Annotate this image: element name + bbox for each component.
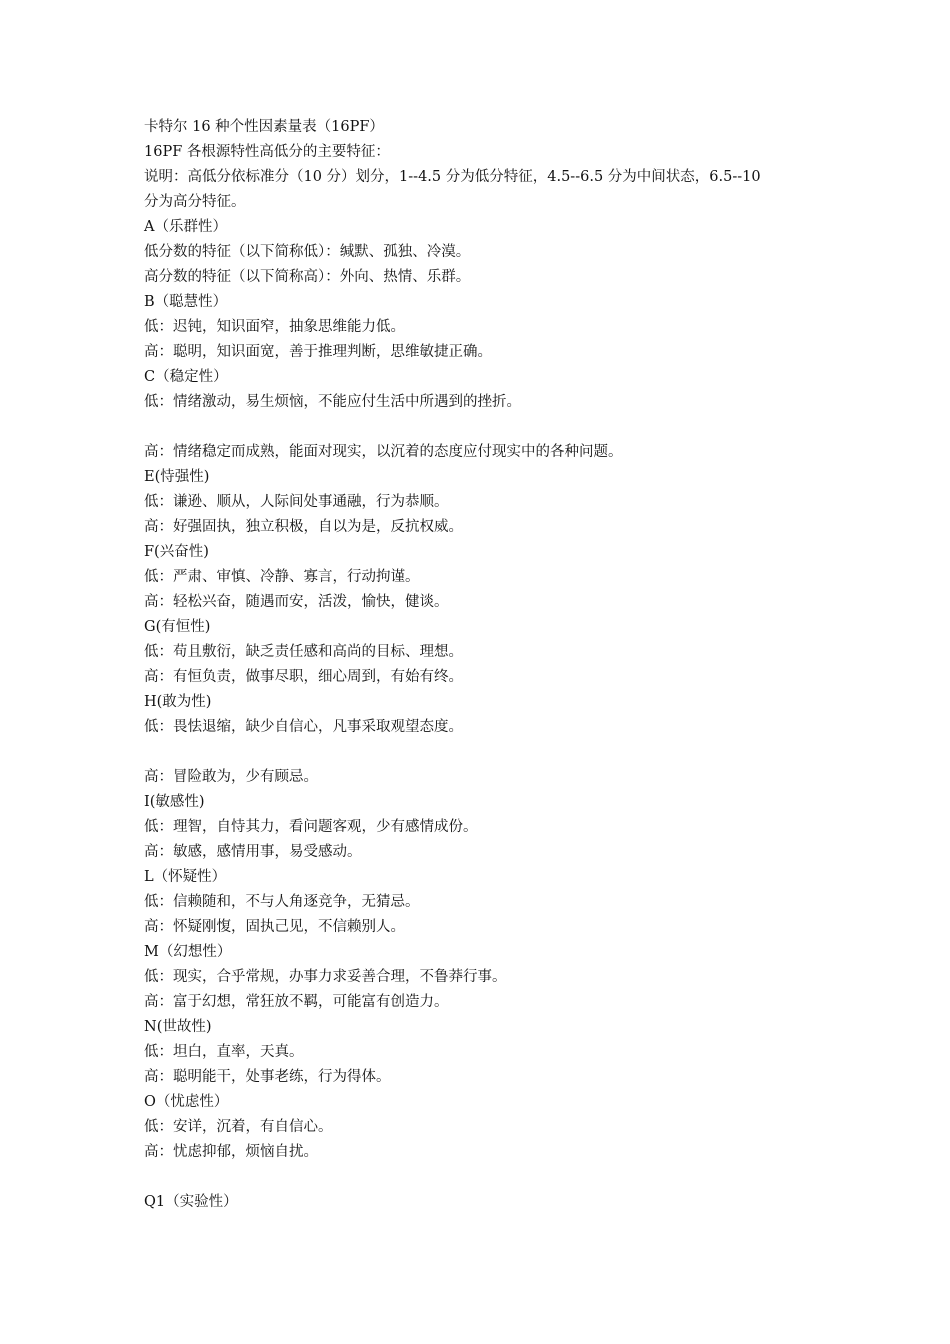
factor-low-n: 低：坦白，直率，天真。	[144, 1044, 304, 1060]
factor-heading-g: G(有恒性)	[144, 619, 211, 635]
factor-high-m: 高：富于幻想，常狂放不羁，可能富有创造力。	[144, 994, 449, 1010]
factor-high-f: 高：轻松兴奋，随遇而安，活泼，愉快，健谈。	[144, 594, 449, 610]
factor-heading-h: H(敢为性)	[144, 694, 212, 710]
blank-line	[144, 415, 814, 440]
note-line: 分为高分特征。	[144, 194, 246, 210]
factor-high-o: 高：忧虑抑郁，烦恼自扰。	[144, 1144, 318, 1160]
factor-heading-c: C（稳定性）	[144, 369, 228, 385]
factor-high-h: 高：冒险敢为，少有顾忌。	[144, 769, 318, 785]
factor-low-a: 低分数的特征（以下简称低）：缄默、孤独、冷漠。	[144, 244, 471, 260]
factor-high-b: 高：聪明，知识面宽，善于推理判断，思维敏捷正确。	[144, 344, 492, 360]
factor-heading-l: L（怀疑性）	[144, 869, 227, 885]
factor-low-b: 低：迟钝，知识面窄，抽象思维能力低。	[144, 319, 405, 335]
factor-heading-i: I(敏感性)	[144, 794, 205, 810]
factor-low-i: 低：理智，自恃其力，看问题客观，少有感情成份。	[144, 819, 478, 835]
document-body	[144, 115, 814, 1215]
factor-heading-q1: Q1（实验性）	[144, 1194, 238, 1210]
factor-high-n: 高：聪明能干，处事老练，行为得体。	[144, 1069, 391, 1085]
factor-low-o: 低：安详，沉着，有自信心。	[144, 1119, 333, 1135]
factor-low-m: 低：现实，合乎常规，办事力求妥善合理，不鲁莽行事。	[144, 969, 507, 985]
factor-low-f: 低：严肃、审慎、冷静、寡言，行动拘谨。	[144, 569, 420, 585]
blank-line	[144, 740, 814, 765]
factor-heading-m: M（幻想性）	[144, 944, 232, 960]
factor-heading-n: N(世故性)	[144, 1019, 212, 1035]
factor-low-l: 低：信赖随和，不与人角逐竞争，无猜忌。	[144, 894, 420, 910]
factor-heading-f: F(兴奋性)	[144, 544, 209, 560]
factor-heading-b: B（聪慧性）	[144, 294, 228, 310]
factor-high-c: 高：情绪稳定而成熟，能面对现实，以沉着的态度应付现实中的各种问题。	[144, 444, 623, 460]
factor-low-h: 低：畏怯退缩，缺少自信心，凡事采取观望态度。	[144, 719, 463, 735]
document-title: 卡特尔 16 种个性因素量表（16PF）	[144, 119, 384, 135]
factor-heading-e: E(恃强性)	[144, 469, 210, 485]
factor-high-l: 高：怀疑刚愎，固执己见，不信赖别人。	[144, 919, 405, 935]
note-line: 说明：高低分依标准分（10 分）划分，1--4.5 分为低分特征，4.5--6.5 分为中间状态，6.5--10	[144, 169, 761, 185]
factor-low-e: 低：谦逊、顺从，人际间处事通融，行为恭顺。	[144, 494, 449, 510]
document-subtitle: 16PF 各根源特性高低分的主要特征：	[144, 144, 390, 160]
factor-high-e: 高：好强固执，独立积极，自以为是，反抗权威。	[144, 519, 463, 535]
factor-high-a: 高分数的特征（以下简称高）：外向、热情、乐群。	[144, 269, 471, 285]
factor-heading-a: A（乐群性）	[144, 219, 227, 235]
factor-low-c: 低：情绪激动，易生烦恼，不能应付生活中所遇到的挫折。	[144, 394, 521, 410]
factor-low-g: 低：苟且敷衍，缺乏责任感和高尚的目标、理想。	[144, 644, 463, 660]
factor-high-g: 高：有恒负责，做事尽职，细心周到，有始有终。	[144, 669, 463, 685]
factor-heading-o: O（忧虑性）	[144, 1094, 229, 1110]
factor-high-i: 高：敏感，感情用事，易受感动。	[144, 844, 362, 860]
blank-line	[144, 1165, 814, 1190]
